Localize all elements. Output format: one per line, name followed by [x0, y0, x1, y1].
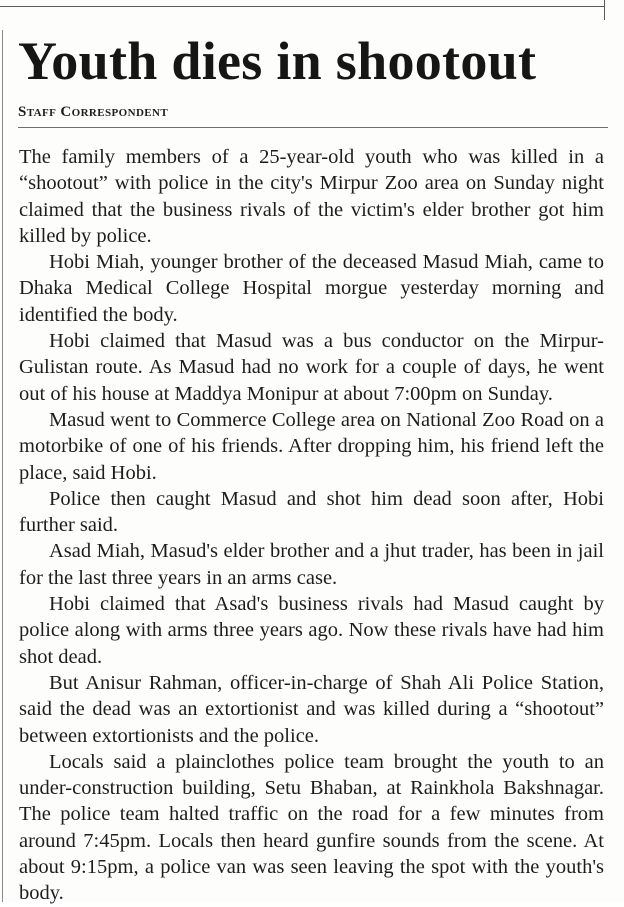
byline-divider [18, 127, 608, 128]
article-paragraph: Police then caught Masud and shot him dead soon after, Hobi further said. [19, 487, 604, 537]
article-paragraph: Hobi claimed that Masud was a bus conductor on the Mirpur-Gulistan route. As Masud had no work for a couple of days, he went out of his house at Maddya Monipur at about 7:00pm on Sunday. [19, 330, 604, 405]
article-paragraph: Hobi Miah, younger brother of the deceased Masud Miah, came to Dhaka Medical College Hospital morgue yesterday morning and identified the body. [19, 251, 604, 326]
article-byline: Staff Correspondent [18, 104, 169, 120]
left-column-rule [2, 30, 3, 902]
article-paragraph: Locals said a plainclothes police team brought the youth to an under-construction building, Setu Bhaban, at Rainkhola Bakshnagar. The police team halted traffic on the road for a few minutes from around 7:45pm. Locals then heard gunfire sounds from the scene. At about 9:15pm, a police van was seen leaving the spot with the youth's body. [19, 750, 604, 905]
article-paragraph: The family members of a 25-year-old youth who was killed in a “shootout” with police in the city's Mirpur Zoo area on Sunday night claimed that the business rivals of the victim's elder brother got him killed by police. [19, 146, 604, 247]
article-paragraph: Asad Miah, Masud's elder brother and a jhut trader, has been in jail for the last three years in an arms case. [19, 540, 604, 589]
article-body [19, 144, 604, 907]
article-paragraph: Masud went to Commerce College area on National Zoo Road on a motorbike of one of his friends. After dropping him, his friend left the place, said Hobi. [19, 408, 604, 484]
right-column-rule [604, 0, 605, 20]
article-paragraph: But Anisur Rahman, officer-in-charge of Shah Ali Police Station, said the dead was an extortionist and was killed during a “shootout” between extortionists and the police. [19, 671, 604, 747]
article-headline: Youth dies in shootout [18, 31, 537, 91]
top-column-rule [0, 6, 604, 7]
article-paragraph: Hobi claimed that Asad's business rivals had Masud caught by police along with arms three years ago. Now these rivals have had him shot dead. [19, 593, 604, 668]
